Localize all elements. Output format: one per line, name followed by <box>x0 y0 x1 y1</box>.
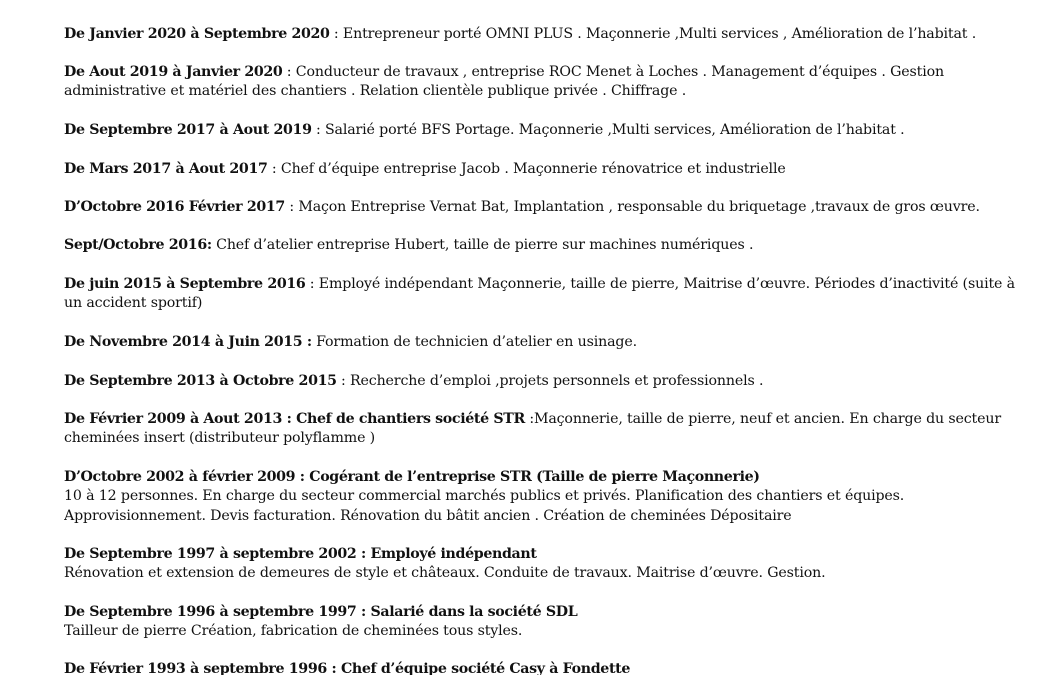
entry-description: administrative et matériel des chantiers . Relation clientèle publique privée . Chiffrage . <box>64 83 687 100</box>
experience-entry <box>64 660 1044 675</box>
entry-date: De Mars 2017 à Aout 2017 <box>64 161 268 177</box>
entry-line <box>64 275 1044 294</box>
experience-entry <box>64 545 1044 584</box>
entry-date: D’Octobre 2016 Février 2017 <box>64 199 285 215</box>
entry-date: De Septembre 2017 à Aout 2019 <box>64 122 312 138</box>
entry-date: De Janvier 2020 à Septembre 2020 <box>64 26 330 42</box>
entry-description: Maçonnerie, taille de pierre, neuf et ancien. En charge du secteur <box>533 411 1001 427</box>
entry-line <box>64 236 1044 255</box>
experience-entry <box>64 236 1044 255</box>
entry-description: Approvisionnement. Devis facturation. Rénovation du bâtit ancien . Création de cheminées Dépositaire <box>64 507 792 524</box>
experience-entry <box>64 198 1044 217</box>
entry-title: De Février 1993 à septembre 1996 : Chef d’équipe société Casy à Fondette <box>64 661 631 675</box>
entry-description: Maçon Entreprise Vernat Bat, Implantation , responsable du briquetage ,travaux de gros œuvre. <box>298 199 980 215</box>
experience-entry <box>64 410 1044 449</box>
entry-separator: : <box>336 373 350 389</box>
entry-date: De Aout 2019 à Janvier 2020 <box>64 64 283 80</box>
experience-entry <box>64 333 1044 352</box>
entry-line <box>64 121 1044 140</box>
entry-separator: : <box>329 26 343 42</box>
entry-description: un accident sportif) <box>64 295 203 312</box>
entry-line <box>64 25 1044 44</box>
entry-title: De Septembre 1997 à septembre 2002 : Employé indépendant <box>64 546 537 562</box>
entry-title: D’Octobre 2002 à février 2009 : Cogérant de l’entreprise STR (Taille de pierre Maçonnerie) <box>64 469 760 485</box>
entry-description: Rénovation et extension de demeures de style et châteaux. Conduite de travaux. Maitrise d’œuvre. Gestion. <box>64 565 826 582</box>
entry-line <box>64 410 1044 429</box>
entry-description: Chef d’équipe entreprise Jacob . Maçonnerie rénovatrice et industrielle <box>280 161 786 177</box>
entry-description: Tailleur de pierre Création, fabrication de cheminées tous styles. <box>64 623 523 640</box>
entry-separator: : <box>282 64 296 80</box>
experience-entry <box>64 275 1044 314</box>
entry-separator: : <box>311 122 325 138</box>
entry-date: Sept/Octobre 2016: <box>64 237 212 253</box>
document-page <box>64 0 1044 675</box>
entry-description: Conducteur de travaux , entreprise ROC Menet à Loches . Management d’équipes . Gestion <box>295 64 944 80</box>
experience-entry <box>64 372 1044 391</box>
entry-description: cheminées insert (distributeur polyflamme ) <box>64 430 376 447</box>
entry-separator: : <box>524 411 534 427</box>
experience-entry <box>64 160 1044 179</box>
entry-separator: : <box>305 276 319 292</box>
entry-description: Chef d’atelier entreprise Hubert, taille de pierre sur machines numériques . <box>216 237 754 253</box>
entry-description: Employé indépendant Maçonnerie, taille de pierre, Maitrise d’œuvre. Périodes d’inactivité (suite à <box>318 276 1015 292</box>
entry-date: De juin 2015 à Septembre 2016 <box>64 276 306 292</box>
entry-date: De Septembre 2013 à Octobre 2015 <box>64 373 337 389</box>
entry-date: De Novembre 2014 à Juin 2015 : <box>64 334 312 350</box>
experience-entry <box>64 63 1044 102</box>
entry-line <box>64 198 1044 217</box>
entry-line <box>64 372 1044 391</box>
experience-entry <box>64 25 1044 44</box>
entry-description: Salarié porté BFS Portage. Maçonnerie ,Multi services, Amélioration de l’habitat . <box>324 122 905 138</box>
entry-line <box>64 63 1044 82</box>
entry-date: De Février 2009 à Aout 2013 : Chef de chantiers société STR <box>64 411 525 427</box>
entry-description: Recherche d’emploi ,projets personnels et professionnels . <box>350 373 764 389</box>
experience-entry <box>64 603 1044 642</box>
entry-title: De Septembre 1996 à septembre 1997 : Salarié dans la société SDL <box>64 604 578 620</box>
experience-entry <box>64 468 1044 526</box>
entry-separator: : <box>284 199 299 215</box>
entry-line <box>64 333 1044 352</box>
entry-separator: : <box>267 161 281 177</box>
experience-entry <box>64 121 1044 140</box>
entry-line <box>64 160 1044 179</box>
entry-description: Formation de technicien d’atelier en usinage. <box>316 334 637 350</box>
entry-description: 10 à 12 personnes. En charge du secteur commercial marchés publics et privés. Planification des chantiers et équipes. <box>64 488 905 505</box>
entry-description: Entrepreneur porté OMNI PLUS . Maçonnerie ,Multi services , Amélioration de l’habitat . <box>342 26 977 42</box>
